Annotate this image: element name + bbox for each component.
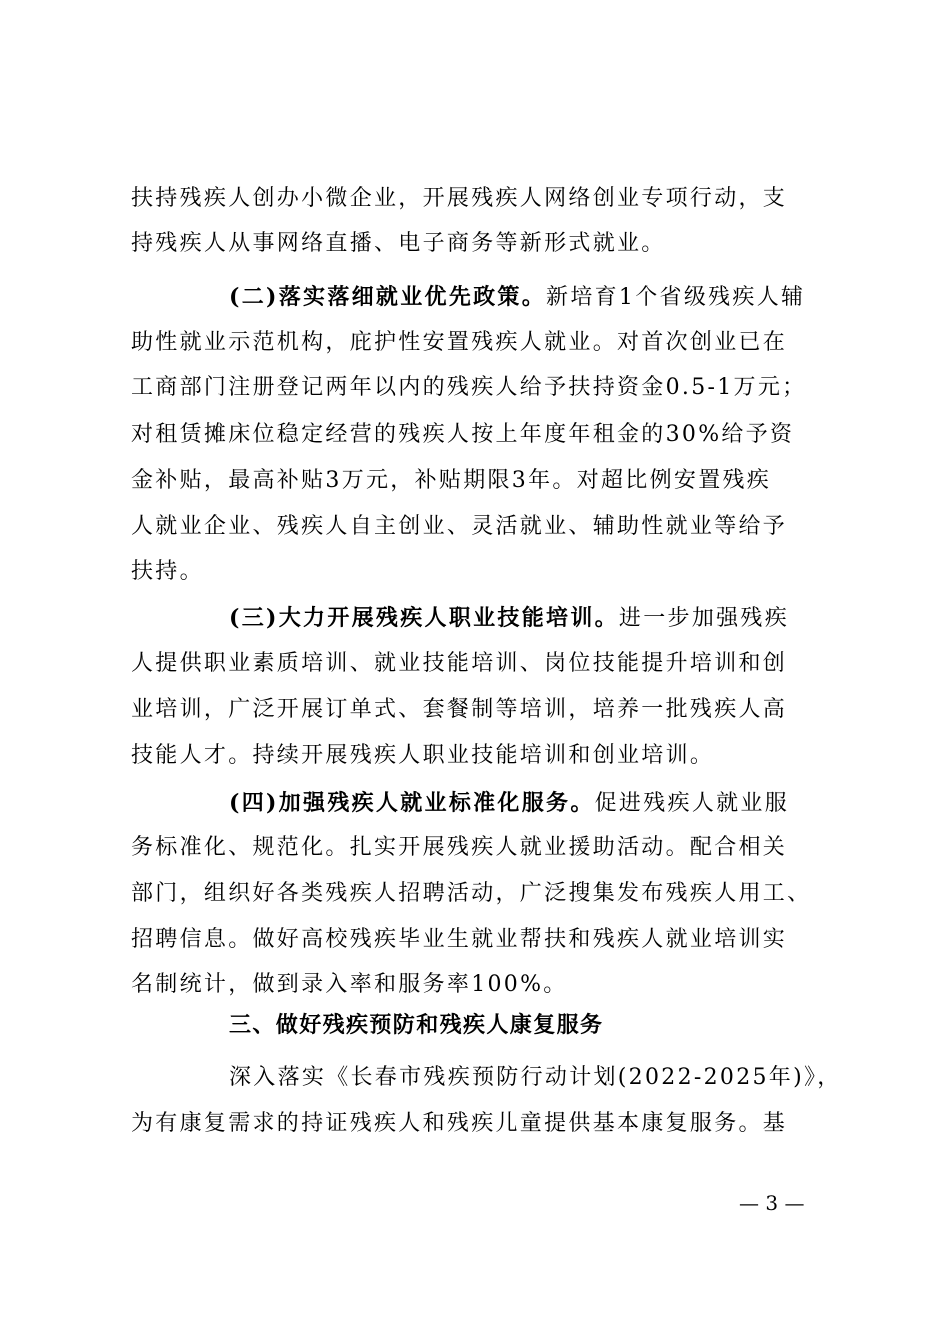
body-line: 扶持残疾人创办小微企业，开展残疾人网络创业专项行动，支 <box>131 186 788 211</box>
body-line: 业培训，广泛开展订单式、套餐制等培训，培养一批残疾人高 <box>131 697 788 722</box>
body-line: 部门，组织好各类残疾人招聘活动，广泛搜集发布残疾人用工、 <box>131 881 812 906</box>
section-heading: 三、做好残疾预防和残疾人康复服务 <box>229 1013 604 1038</box>
paragraph-3-text: 进一步加强残疾 <box>618 606 790 631</box>
body-line: 深入落实《长春市残疾预防行动计划(2022-2025年)》， <box>229 1065 842 1090</box>
body-line: 持残疾人从事网络直播、电子商务等新形式就业。 <box>131 231 666 256</box>
body-line: 技能人才。持续开展残疾人职业技能培训和创业培训。 <box>131 743 715 768</box>
body-line: 金补贴，最高补贴3万元，补贴期限3年。对超比例安置残疾 <box>131 468 772 493</box>
paragraph-4-text: 促进残疾人就业服 <box>594 791 790 816</box>
body-line: 务标准化、规范化。扎实开展残疾人就业援助活动。配合相关 <box>131 835 788 860</box>
page-number: — 3 — <box>739 1191 805 1215</box>
paragraph-4-first-line <box>229 788 789 819</box>
paragraph-4-title: (四)加强残疾人就业标准化服务。 <box>229 790 595 816</box>
body-line: 为有康复需求的持证残疾人和残疾儿童提供基本康复服务。基 <box>131 1111 788 1136</box>
body-line: 对租赁摊床位稳定经营的残疾人按上年度年租金的30%给予资 <box>131 422 795 447</box>
body-line: 助性就业示范机构，庇护性安置残疾人就业。对首次创业已在 <box>131 330 788 355</box>
body-line: 人提供职业素质培训、就业技能培训、岗位技能提升培训和创 <box>131 651 788 676</box>
body-line: 工商部门注册登记两年以内的残疾人给予扶持资金0.5-1万元； <box>131 375 807 400</box>
paragraph-2-first-line <box>229 282 805 313</box>
body-line: 招聘信息。做好高校残疾毕业生就业帮扶和残疾人就业培训实 <box>131 927 788 952</box>
body-line: 人就业企业、残疾人自主创业、灵活就业、辅助性就业等给予 <box>131 514 788 539</box>
paragraph-3-title: (三)大力开展残疾人职业技能培训。 <box>229 605 619 631</box>
body-line: 扶持。 <box>131 559 204 584</box>
paragraph-3-first-line <box>229 603 789 634</box>
paragraph-2-title: (二)落实落细就业优先政策。 <box>229 284 547 310</box>
paragraph-2-text: 新培育1个省级残疾人辅 <box>546 285 806 310</box>
body-line: 名制统计，做到录入率和服务率100%。 <box>131 972 568 997</box>
